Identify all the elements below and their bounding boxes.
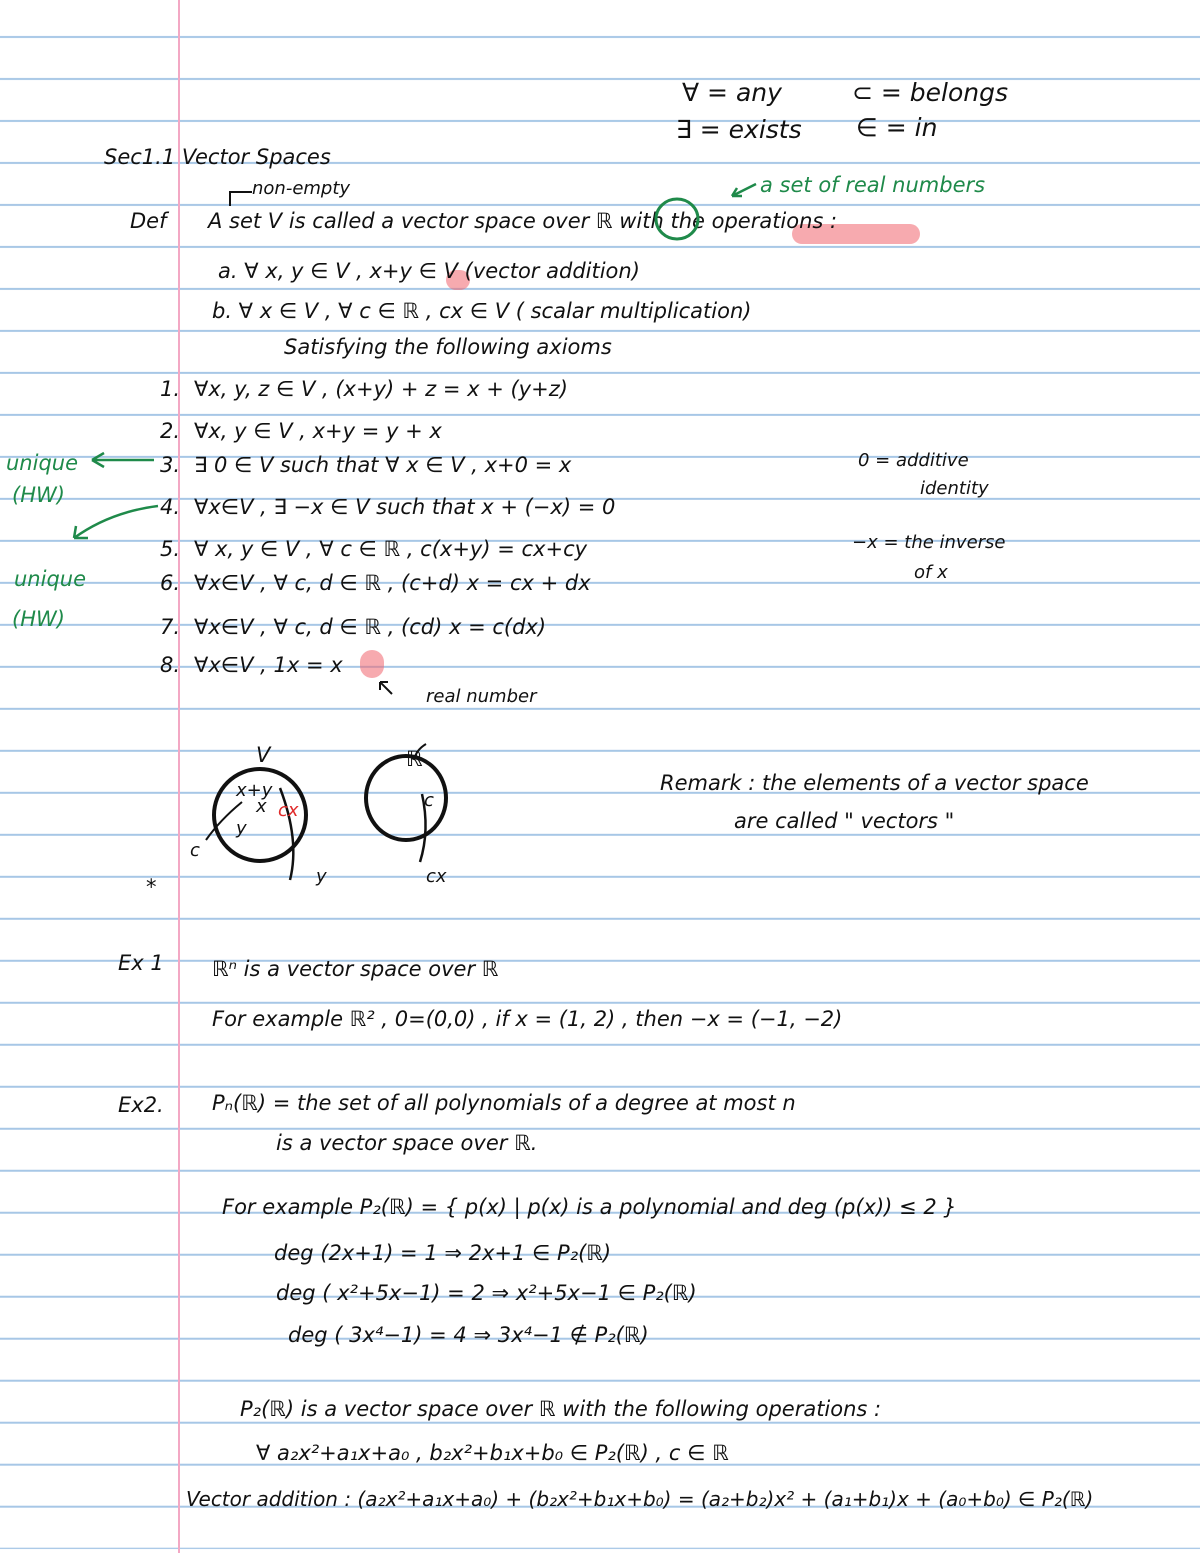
non-empty-note: non-empty bbox=[252, 178, 351, 199]
diagram-star: * bbox=[146, 875, 157, 899]
axiom-1-num: 1. bbox=[160, 377, 181, 401]
diagram-label-c-right: c bbox=[424, 790, 434, 811]
unique-arrow-2 bbox=[70, 502, 160, 542]
remark-line2: are called " vectors " bbox=[734, 809, 955, 833]
real-numbers-arrow bbox=[728, 180, 758, 200]
axiom-4-text: ∀x∈V , ∃ −x ∈ V such that x + (−x) = 0 bbox=[194, 495, 616, 519]
diagram-label-R: ℝ bbox=[406, 747, 423, 771]
ex2-deg2: deg ( x²+5x−1) = 2 ⇒ x²+5x−1 ∈ P₂(ℝ) bbox=[276, 1281, 697, 1305]
legend-exists: ∃ = exists bbox=[676, 115, 802, 144]
ex2-line1: Pₙ(ℝ) = the set of all polynomials of a degree at most n bbox=[212, 1091, 796, 1115]
real-number-arrow bbox=[376, 678, 396, 698]
operation-b: b. ∀ x ∈ V , ∀ c ∈ ℝ , cx ∈ V ( scalar multiplication) bbox=[212, 299, 752, 323]
def-text: A set V is called a vector space over ℝ with the operations : bbox=[208, 209, 838, 233]
axiom-7-num: 7. bbox=[160, 615, 181, 639]
axiom-2-num: 2. bbox=[160, 419, 181, 443]
axiom-2-text: ∀x, y ∈ V , x+y = y + x bbox=[194, 419, 442, 443]
ex2-line2: is a vector space over ℝ. bbox=[276, 1131, 538, 1155]
one-highlight bbox=[360, 650, 384, 678]
diagram-label-y-bottom: y bbox=[316, 866, 327, 887]
inverse-line1: −x = the inverse bbox=[852, 532, 1006, 553]
axiom-3-num: 3. bbox=[160, 453, 181, 477]
unique-arrow-1 bbox=[88, 450, 158, 470]
axiom-6-text: ∀x∈V , ∀ c, d ∈ ℝ , (c+d) x = cx + dx bbox=[194, 571, 591, 595]
axiom-8-num: 8. bbox=[160, 653, 181, 677]
additive-identity-line1: 0 = additive bbox=[858, 450, 969, 471]
unique-note-2: unique bbox=[14, 567, 87, 591]
unique-note-1: unique bbox=[6, 451, 79, 475]
ex2-line5: ∀ a₂x²+a₁x+a₀ , b₂x²+b₁x+b₀ ∈ P₂(ℝ) , c ∈ ℝ bbox=[256, 1441, 729, 1465]
ex1-line1: ℝⁿ is a vector space over ℝ bbox=[212, 957, 499, 981]
ex2-deg3: deg ( 3x⁴−1) = 4 ⇒ 3x⁴−1 ∉ P₂(ℝ) bbox=[288, 1323, 649, 1347]
additive-identity-line2: identity bbox=[920, 478, 989, 499]
real-circle-mark bbox=[654, 196, 700, 242]
ex2-line4: P₂(ℝ) is a vector space over ℝ with the following operations : bbox=[240, 1397, 882, 1421]
axiom-5-text: ∀ x, y ∈ V , ∀ c ∈ ℝ , c(x+y) = cx+cy bbox=[194, 537, 588, 561]
section-title: Sec1.1 Vector Spaces bbox=[104, 145, 331, 169]
axiom-3-text: ∃ 0 ∈ V such that ∀ x ∈ V , x+0 = x bbox=[194, 453, 572, 477]
diagram-label-xy: x+y bbox=[236, 780, 273, 801]
ex1-line2: For example ℝ² , 0=(0,0) , if x = (1, 2) , then −x = (−1, −2) bbox=[212, 1007, 843, 1031]
satisfying-text: Satisfying the following axioms bbox=[284, 335, 612, 359]
unique-hw-2: (HW) bbox=[12, 607, 65, 631]
axiom-7-text: ∀x∈V , ∀ c, d ∈ ℝ , (cd) x = c(dx) bbox=[194, 615, 547, 639]
real-numbers-note: a set of real numbers bbox=[760, 173, 986, 197]
real-number-note: real number bbox=[426, 686, 537, 707]
diagram-label-x: x bbox=[256, 796, 267, 817]
diagram-label-V: V bbox=[256, 743, 271, 767]
ex2-line3: For example P₂(ℝ) = { p(x) | p(x) is a polynomial and deg (p(x)) ≤ 2 } bbox=[222, 1195, 957, 1219]
axiom-4-num: 4. bbox=[160, 495, 181, 519]
inverse-line2: of x bbox=[914, 562, 948, 583]
operation-a: a. ∀ x, y ∈ V , x+y ∈ V (vector addition) bbox=[218, 259, 640, 283]
ex2-label: Ex2. bbox=[118, 1093, 164, 1117]
ex2-line6: Vector addition : (a₂x²+a₁x+a₀) + (b₂x²+b₁x+b₀) = (a₂+b₂)x² + (a₁+b₁)x + (a₀+b₀) ∈ P₂(ℝ) bbox=[186, 1487, 1094, 1511]
axiom-6-num: 6. bbox=[160, 571, 181, 595]
diagram-label-cx-bottom: cx bbox=[426, 866, 447, 887]
axiom-8-text: ∀x∈V , 1x = x bbox=[194, 653, 343, 677]
non-empty-arrow bbox=[226, 186, 256, 206]
axiom-5-num: 5. bbox=[160, 537, 181, 561]
diagram-label-y: y bbox=[236, 818, 247, 839]
remark-line1: Remark : the elements of a vector space bbox=[660, 771, 1089, 795]
def-label: Def bbox=[130, 209, 167, 233]
legend-subset: ⊂ = belongs bbox=[852, 78, 1009, 107]
ex1-label: Ex 1 bbox=[118, 951, 164, 975]
diagram-label-cx-red: cx bbox=[278, 800, 299, 821]
unique-hw-1: (HW) bbox=[12, 483, 65, 507]
ex2-deg1: deg (2x+1) = 1 ⇒ 2x+1 ∈ P₂(ℝ) bbox=[274, 1241, 612, 1265]
diagram-label-c-left: c bbox=[190, 840, 200, 861]
axiom-1-text: ∀x, y, z ∈ V , (x+y) + z = x + (y+z) bbox=[194, 377, 568, 401]
legend-forall: ∀ = any bbox=[682, 78, 782, 107]
legend-in: ∈ = in bbox=[856, 113, 938, 142]
